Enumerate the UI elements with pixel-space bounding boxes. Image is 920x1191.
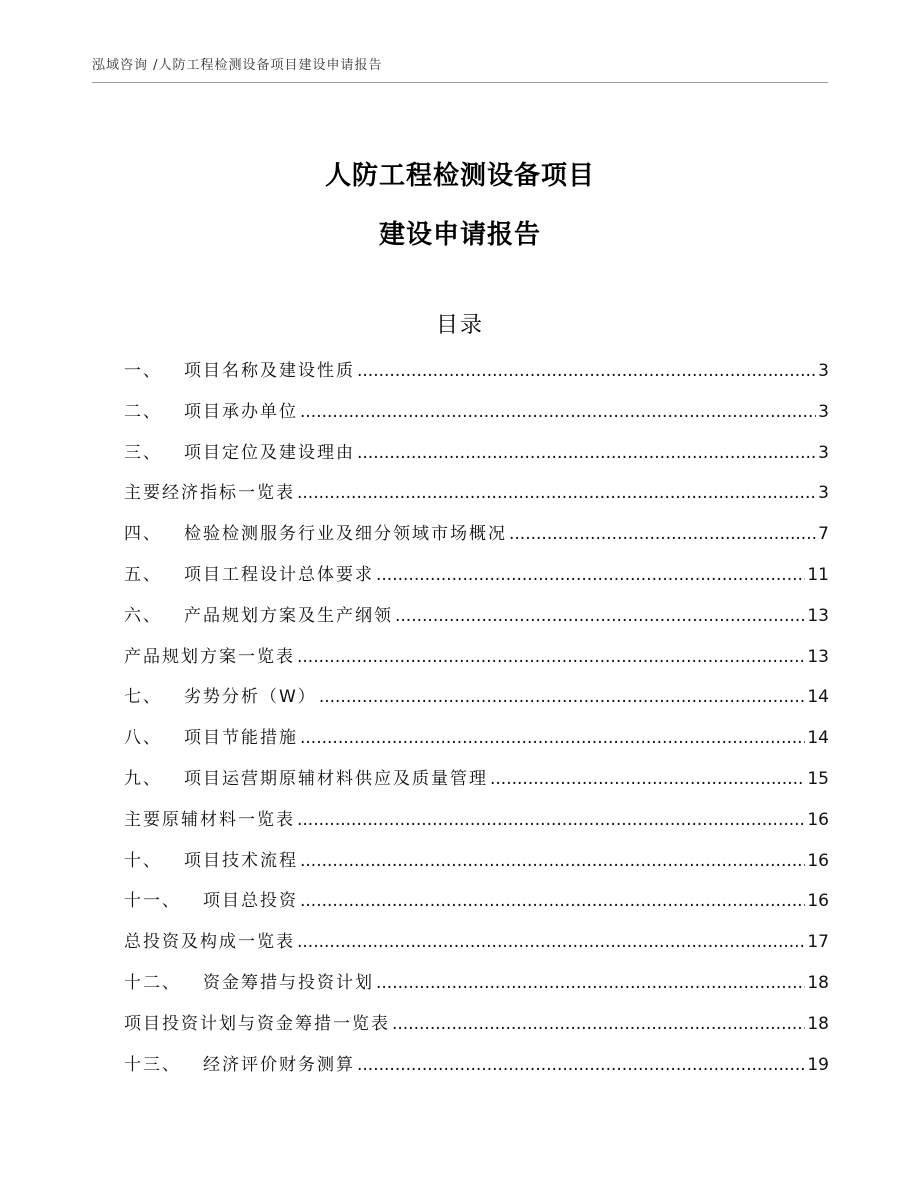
toc-entry-number: 九、 xyxy=(124,768,162,789)
toc-entry-title: 项目总投资 xyxy=(203,891,298,912)
toc-entry[interactable] xyxy=(124,397,829,438)
toc-entry-number: 十三、 xyxy=(124,1054,181,1075)
toc-dot-leader xyxy=(300,891,805,911)
toc-entry[interactable] xyxy=(124,968,829,1009)
toc-entry-title: 项目运营期原辅材料供应及质量管理 xyxy=(184,768,488,789)
toc-entry-title: 项目节能措施 xyxy=(184,728,298,749)
running-header: 泓域咨询 /人防工程检测设备项目建设申请报告 xyxy=(92,58,383,73)
toc-entry-page-number: 11 xyxy=(807,564,829,585)
toc-entry-page-number: 16 xyxy=(807,809,829,830)
toc-dot-leader xyxy=(376,565,805,585)
toc-entry-title: 检验检测服务行业及细分领域市场概况 xyxy=(184,524,507,545)
toc-entry-title: 项目投资计划与资金筹措一览表 xyxy=(124,1013,390,1034)
toc-heading: 目录 xyxy=(435,313,484,338)
toc-entry-page-number: 19 xyxy=(807,1054,829,1075)
toc-entry-page-number: 14 xyxy=(807,728,829,749)
toc-entry-title: 项目工程设计总体要求 xyxy=(184,564,374,585)
toc-entry[interactable] xyxy=(124,438,829,479)
toc-entry[interactable] xyxy=(124,519,829,560)
toc-entry[interactable] xyxy=(124,478,829,519)
toc-dot-leader xyxy=(300,402,816,422)
toc-entry-title: 项目技术流程 xyxy=(184,850,298,871)
toc-entry-number: 一、 xyxy=(124,361,162,381)
toc-dot-leader xyxy=(357,443,816,463)
toc-entry-number: 五、 xyxy=(124,564,162,585)
toc-entry-number: 三、 xyxy=(124,442,162,463)
toc-entry[interactable] xyxy=(124,1050,829,1091)
toc-dot-leader xyxy=(509,524,816,544)
toc-entry-number: 七、 xyxy=(124,687,162,708)
header-divider xyxy=(92,82,828,83)
toc-entry-number: 十二、 xyxy=(124,972,181,993)
toc-dot-leader xyxy=(357,361,816,381)
toc-entry[interactable] xyxy=(124,601,829,642)
table-of-contents xyxy=(124,356,829,1090)
toc-dot-leader xyxy=(357,1055,805,1075)
toc-entry[interactable] xyxy=(124,805,829,846)
toc-entry-number: 二、 xyxy=(124,401,162,422)
document-title-line-1: 人防工程检测设备项目 xyxy=(324,161,595,191)
toc-entry-page-number: 18 xyxy=(807,1013,829,1034)
toc-entry-page-number: 3 xyxy=(818,483,829,504)
toc-entry-title: 产品规划方案及生产纲领 xyxy=(184,605,393,626)
toc-dot-leader xyxy=(490,769,805,789)
toc-entry-title: 主要原辅材料一览表 xyxy=(124,809,295,830)
toc-entry-title: 总投资及构成一览表 xyxy=(124,932,295,953)
toc-entry-title: 项目承办单位 xyxy=(184,401,298,422)
toc-entry-title: 项目名称及建设性质 xyxy=(184,361,355,381)
toc-dot-leader xyxy=(300,728,805,748)
toc-entry[interactable] xyxy=(124,682,829,723)
toc-entry-title: 经济评价财务测算 xyxy=(203,1054,355,1075)
toc-entry-title: 资金筹措与投资计划 xyxy=(203,972,374,993)
toc-entry[interactable] xyxy=(124,642,829,683)
toc-entry-page-number: 18 xyxy=(807,972,829,993)
toc-dot-leader xyxy=(376,973,805,993)
toc-entry-number: 十、 xyxy=(124,850,162,871)
toc-entry-page-number: 3 xyxy=(818,361,829,381)
toc-entry[interactable] xyxy=(124,764,829,805)
toc-entry-page-number: 15 xyxy=(807,768,829,789)
toc-dot-leader xyxy=(297,810,805,830)
toc-entry[interactable] xyxy=(124,1009,829,1050)
toc-entry[interactable] xyxy=(124,927,829,968)
toc-entry-number: 六、 xyxy=(124,605,162,626)
toc-entry-page-number: 16 xyxy=(807,850,829,871)
toc-entry-title: 劣势分析（W） xyxy=(184,687,317,708)
toc-entry-page-number: 7 xyxy=(818,524,829,545)
toc-dot-leader xyxy=(300,851,805,871)
toc-dot-leader xyxy=(319,687,806,707)
toc-entry-number: 十一、 xyxy=(124,891,181,912)
toc-entry-title: 产品规划方案一览表 xyxy=(124,646,295,667)
toc-entry[interactable] xyxy=(124,886,829,927)
toc-dot-leader xyxy=(392,1014,805,1034)
toc-entry[interactable] xyxy=(124,356,829,397)
toc-entry-page-number: 14 xyxy=(807,687,829,708)
toc-entry[interactable] xyxy=(124,846,829,887)
toc-entry-page-number: 3 xyxy=(818,442,829,463)
toc-entry-number: 四、 xyxy=(124,524,162,545)
toc-dot-leader xyxy=(297,647,805,667)
toc-dot-leader xyxy=(297,932,805,952)
toc-entry-title: 主要经济指标一览表 xyxy=(124,483,295,504)
toc-entry[interactable] xyxy=(124,560,829,601)
toc-entry-page-number: 13 xyxy=(807,605,829,626)
toc-entry-page-number: 17 xyxy=(807,932,829,953)
toc-dot-leader xyxy=(297,483,816,503)
toc-entry-page-number: 16 xyxy=(807,891,829,912)
toc-entry[interactable] xyxy=(124,723,829,764)
document-title-line-2: 建设申请报告 xyxy=(378,220,541,250)
toc-entry-title: 项目定位及建设理由 xyxy=(184,442,355,463)
toc-entry-page-number: 3 xyxy=(818,401,829,422)
toc-entry-number: 八、 xyxy=(124,728,162,749)
toc-dot-leader xyxy=(395,606,805,626)
toc-entry-page-number: 13 xyxy=(807,646,829,667)
